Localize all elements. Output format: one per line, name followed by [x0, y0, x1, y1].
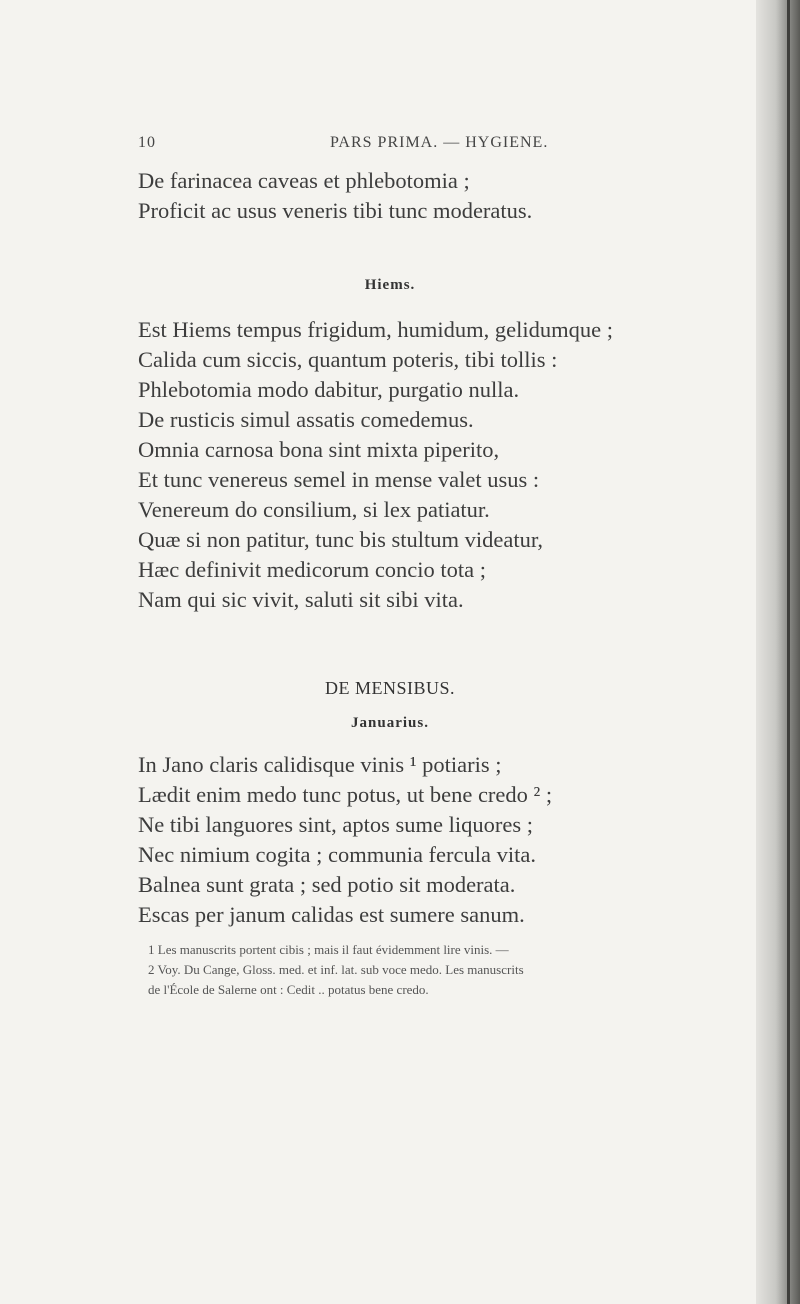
footnotes — [148, 940, 748, 1000]
intro-verses — [138, 166, 758, 226]
section-title-mensibus: DE MENSIBUS. — [324, 678, 455, 698]
verse-line: Et tunc venereus semel in mense valet usus : — [138, 467, 540, 492]
januarius-verses — [138, 750, 758, 930]
verse-line: Proficit ac usus veneris tibi tunc moderatus. — [138, 198, 533, 223]
verse-line: Phlebotomia modo dabitur, purgatio nulla. — [138, 377, 520, 402]
verse-line: Quæ si non patitur, tunc bis stultum videatur, — [138, 527, 544, 552]
verse-line: Balnea sunt grata ; sed potio sit moderata. — [138, 872, 516, 897]
hiems-verses — [138, 315, 758, 615]
verse-line: Omnia carnosa bona sint mixta piperito, — [138, 437, 500, 462]
verse-line: Venereum do consilium, si lex patiatur. — [138, 497, 490, 522]
page-number: 10 — [138, 134, 156, 151]
footnote: de l'École de Salerne ont : Cedit .. potatus bene credo. — [148, 982, 429, 997]
section-title-hiems: Hiems. — [364, 277, 416, 293]
footnote: 1 Les manuscrits portent cibis ; mais il faut évidemment lire vinis. — — [148, 942, 509, 957]
verse-line: Calida cum siccis, quantum poteris, tibi tollis : — [138, 347, 558, 372]
footnote: 2 Voy. Du Cange, Gloss. med. et inf. lat. sub voce medo. Les manuscrits — [148, 962, 524, 977]
page-edge-shadow — [756, 0, 800, 1304]
verse-line: Nec nimium cogita ; communia fercula vita. — [138, 842, 536, 867]
running-title: PARS PRIMA. — HYGIENE. — [330, 134, 549, 151]
verse-line: De rusticis simul assatis comedemus. — [138, 407, 474, 432]
verse-line: Hæc definivit medicorum concio tota ; — [138, 557, 487, 582]
verse-line: In Jano claris calidisque vinis ¹ potiaris ; — [138, 752, 502, 777]
verse-line: Lædit enim medo tunc potus, ut bene credo ² ; — [138, 782, 553, 807]
verse-line: Est Hiems tempus frigidum, humidum, gelidumque ; — [138, 317, 613, 342]
section-subtitle-januarius: Januarius. — [351, 715, 429, 731]
verse-line: De farinacea caveas et phlebotomia ; — [138, 168, 470, 193]
verse-line: Nam qui sic vivit, saluti sit sibi vita. — [138, 587, 464, 612]
verse-line: Ne tibi languores sint, aptos sume liquores ; — [138, 812, 533, 837]
page-edge-line — [787, 0, 790, 1304]
verse-line: Escas per janum calidas est sumere sanum. — [138, 902, 525, 927]
